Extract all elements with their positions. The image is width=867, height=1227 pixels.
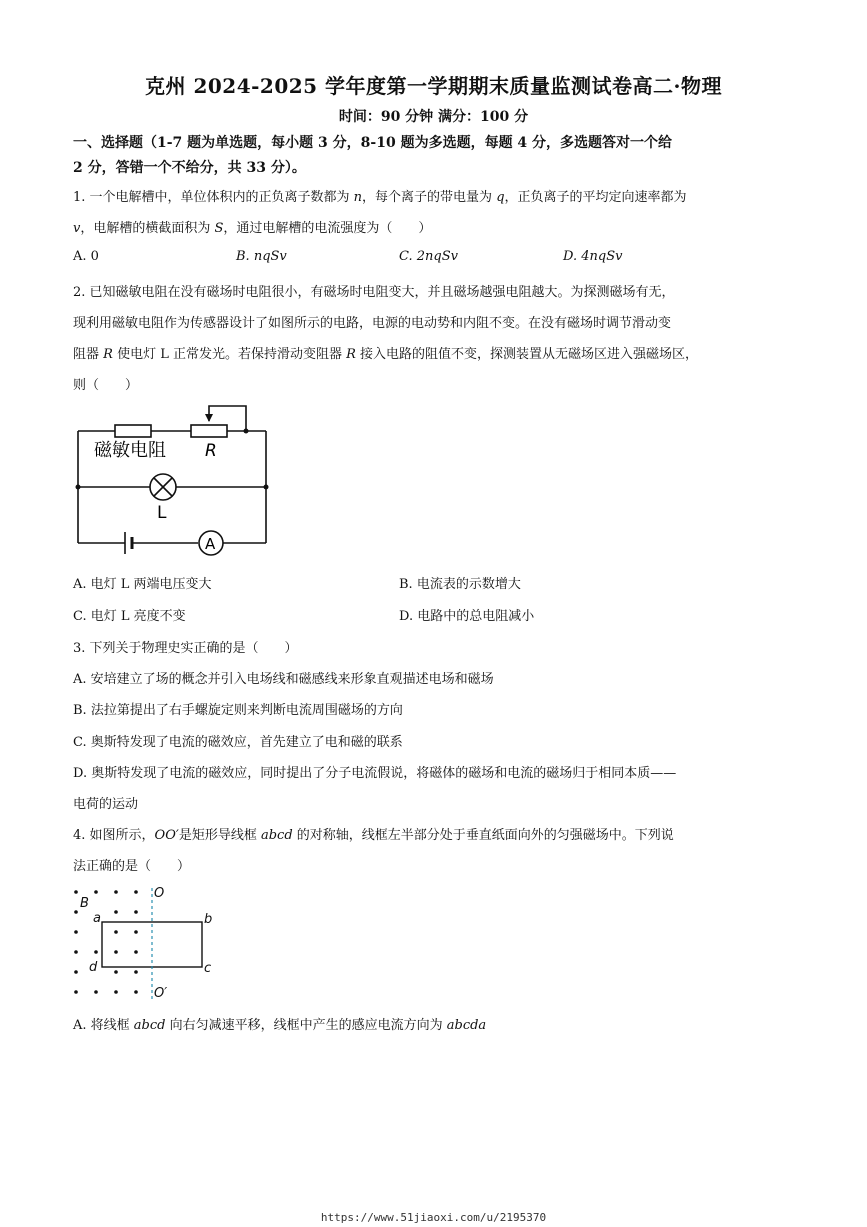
q4-text: 向右匀减速平移，线框中产生的感应电流方向为 <box>165 1018 447 1033</box>
label-A: A <box>205 535 216 553</box>
label-b: b <box>204 912 213 927</box>
q2-var-R: R <box>346 347 356 362</box>
q1-option-d[interactable]: D. 4nqSv <box>563 249 623 264</box>
q4-stem-line2: 法正确的是（ ） <box>73 859 191 874</box>
q1-stem-line1 <box>73 186 687 205</box>
label-c: c <box>204 961 212 976</box>
q1-text: ，电解槽的横截面积为 <box>80 221 215 236</box>
q2-text: 接入电路的阻值不变，探测装置从无磁场区进入强磁场区， <box>355 347 699 362</box>
magnetic-field-diagram <box>68 880 218 1002</box>
q2-stem-line1: 2. 已知磁敏电阻在没有磁场时电阻很小，有磁场时电阻变大，并且磁场越强电阻越大。为探测磁场有无， <box>73 285 675 300</box>
q1-text: ，每个离子的带电量为 <box>362 190 497 205</box>
q1-var-q: q <box>496 190 505 205</box>
q4-text: 的对称轴，线框左半部分处于垂直纸面向外的匀强磁场中。下列说 <box>292 828 674 843</box>
footer-url[interactable]: https://www.51jiaoxi.com/u/2195370 <box>320 1211 547 1224</box>
q2-stem-line2: 现利用磁敏电阻作为传感器设计了如图所示的电路，电源的电动势和内阻不变。在没有磁场时调节滑动变 <box>73 316 672 331</box>
label-O-prime: O′ <box>154 986 168 1001</box>
q1-var-S: S <box>214 221 224 236</box>
q1-var-v: v <box>73 221 81 236</box>
q1-var-n: n <box>353 190 363 205</box>
label-a: a <box>93 911 101 926</box>
q2-option-d[interactable]: D. 电路中的总电阻减小 <box>399 609 535 624</box>
label-magnetoresistor: 磁敏电阻 <box>94 440 166 461</box>
q1-stem-line2 <box>73 217 431 236</box>
q1-text: ，通过电解槽的电流强度为（ ） <box>223 221 432 236</box>
slider-arrow-icon <box>205 414 213 422</box>
rheostat-symbol <box>191 425 227 437</box>
circuit-diagram <box>70 400 280 558</box>
label-O: O <box>154 886 165 901</box>
q4-current-direction: abcda <box>446 1018 487 1033</box>
q1-option-c[interactable]: C. 2nqSv <box>399 249 458 264</box>
q3-option-a[interactable]: A. 安培建立了场的概念并引入电场线和磁感线来形象直观描述电场和磁场 <box>73 672 494 687</box>
q3-option-d[interactable]: D. 奥斯特发现了电流的磁效应，同时提出了分子电流假说，将磁体的磁场和电流的磁场归于相同本质—— <box>73 766 677 781</box>
q4-stem-line1 <box>73 824 674 843</box>
magnetoresistor-symbol <box>115 425 151 437</box>
label-L: L <box>157 503 167 523</box>
q2-stem-line4: 则（ ） <box>73 378 139 393</box>
label-B: B <box>80 896 89 911</box>
q2-text: 使电灯 L 正常发光。若保持滑动变阻器 <box>112 347 347 362</box>
q4-axis-label: OO′ <box>154 828 179 843</box>
q2-text: 阻器 <box>73 347 104 362</box>
page-title: 克州 2024-2025 学年度第一学期期末质量监测试卷高二·物理 <box>144 74 723 98</box>
q3-option-d-continued: 电荷的运动 <box>73 797 139 812</box>
section-heading-line2: 2 分，答错一个不给分，共 33 分）。 <box>73 160 306 176</box>
q1-option-b[interactable]: B. nqSv <box>236 249 287 264</box>
q4-option-a[interactable] <box>73 1014 486 1033</box>
junction-dot <box>76 485 81 490</box>
label-R: R <box>205 441 217 461</box>
junction-dot <box>244 429 249 434</box>
q4-text: 是矩形导线框 <box>178 828 261 843</box>
q4-frame-label: abcd <box>260 828 293 843</box>
q3-stem: 3. 下列关于物理史实正确的是（ ） <box>73 641 298 656</box>
label-d: d <box>89 960 98 975</box>
q1-text: 1. 一个电解槽中，单位体积内的正负离子数都为 <box>73 190 354 205</box>
q2-stem-line3 <box>73 343 698 362</box>
q1-text: ，正负离子的平均定向速率都为 <box>504 190 687 205</box>
q2-var-R: R <box>103 347 113 362</box>
q4-text: 4. 如图所示， <box>73 828 155 843</box>
q2-option-b[interactable]: B. 电流表的示数增大 <box>399 577 521 592</box>
q4-text: A. 将线框 <box>73 1018 134 1033</box>
exam-info: 时间：90 分钟 满分：100 分 <box>338 109 529 125</box>
q2-option-a[interactable]: A. 电灯 L 两端电压变大 <box>73 577 212 592</box>
q1-option-a[interactable]: A. 0 <box>73 249 99 264</box>
q3-option-c[interactable]: C. 奥斯特发现了电流的磁效应，首先建立了电和磁的联系 <box>73 735 403 750</box>
section-heading-line1: 一、选择题（1-7 题为单选题，每小题 3 分，8-10 题为多选题，每题 4 分，多选题答对一个给 <box>73 135 673 151</box>
q4-frame-label: abcd <box>133 1018 166 1033</box>
junction-dot <box>264 485 269 490</box>
q2-option-c[interactable]: C. 电灯 L 亮度不变 <box>73 609 186 624</box>
q3-option-b[interactable]: B. 法拉第提出了右手螺旋定则来判断电流周围磁场的方向 <box>73 703 403 718</box>
